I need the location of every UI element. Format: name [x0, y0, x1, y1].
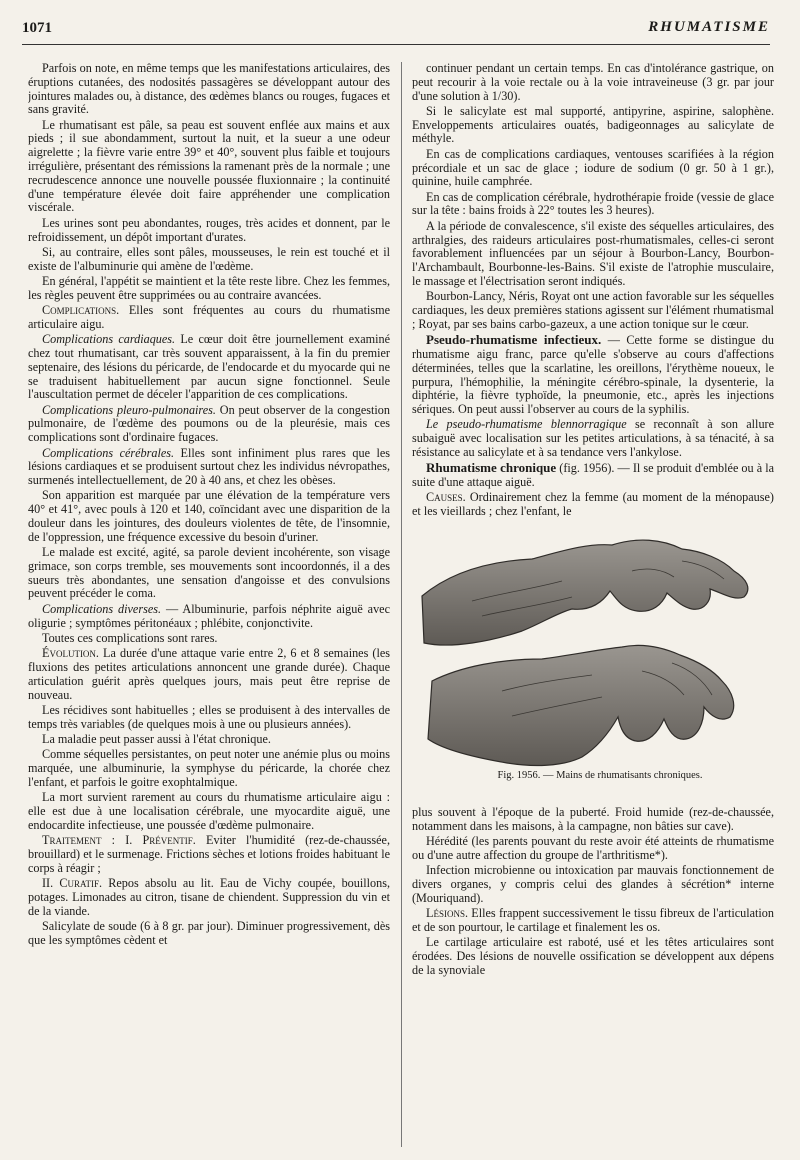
- paragraph-lead: Le pseudo-rhumatisme blennorragique: [426, 417, 627, 432]
- paragraph-text: Les urines sont peu abondantes, rouges, très acides et donnent, par le refroidissement, un dépôt important d'urates.: [28, 215, 390, 244]
- paragraph: [412, 835, 774, 863]
- paragraph: [28, 119, 390, 216]
- upper-hand: [422, 540, 748, 645]
- paragraph: [28, 632, 390, 646]
- paragraph-text: On peut observer de la congestion pulmonaire, de l'œdème des poumons ou de la pleurésie, mais ces complications sont d'ordinaire fugaces.: [28, 402, 390, 445]
- paragraph-text: — Albuminurie, parfois néphrite aiguë avec oligurie ; symptômes péritonéaux ; phlébite, conjonctivite.: [28, 601, 390, 630]
- paragraph-text: Toutes ces complications sont rares.: [42, 630, 218, 645]
- paragraph-text: continuer pendant un certain temps. En cas d'intolérance gastrique, on peut recourir à la voie rectale ou à la voie intraveineuse (3 gr. par jour d'une solution à 1/30).: [412, 62, 774, 103]
- running-title: RHUMATISME: [648, 19, 770, 35]
- paragraph-text: se reconnaît à son allure subaiguë avec localisation sur les petites articulations, à sa ténacité, à sa résistance au salicylate et à sa tendance vers l'ankylose.: [412, 417, 774, 460]
- paragraph-text: Elles frappent successivement le tissu fibreux de l'articulation et de son pourtour, le cartilage et finalement les os.: [412, 906, 774, 934]
- paragraph-text: Repos absolu au lit. Eau de Vichy coupée, bouillons, potages. Limonades au citron, tisane de chiendent. Suppression du vin et de la viande.: [28, 875, 390, 918]
- paragraph: [28, 275, 390, 303]
- paragraph: [28, 404, 390, 445]
- paragraph-text: La maladie peut passer aussi à l'état chronique.: [42, 731, 271, 746]
- paragraph: [28, 748, 390, 789]
- paragraph: [28, 834, 390, 875]
- paragraph-lead: Lésions.: [426, 906, 468, 921]
- paragraph: [28, 647, 390, 702]
- paragraph: [28, 920, 390, 948]
- paragraph: [28, 304, 390, 332]
- paragraph-text: En cas de complication cérébrale, hydrothérapie froide (vessie de glace sur la tête : bains froids à 22° toutes les 3 heures).: [412, 189, 774, 218]
- paragraph: [412, 806, 774, 834]
- paragraph: [412, 290, 774, 331]
- paragraph-lead: Complications pleuro-pulmonaires.: [42, 402, 216, 417]
- paragraph-text: Eviter l'humidité (rez-de-chaussée, brouillard) et le surmenage. Frictions sèches et lotions froides habituant le corps à réagir ;: [28, 833, 390, 875]
- paragraph-lead: II. Curatif.: [42, 875, 103, 890]
- paragraph: [28, 877, 390, 918]
- paragraph-lead: Complications diverses.: [42, 601, 162, 616]
- paragraph-text: plus souvent à l'époque de la puberté. Froid humide (rez-de-chaussée, notamment dans les maisons, à la campagne, non bâties sur cave).: [412, 805, 774, 833]
- left-column: [28, 62, 390, 1147]
- paragraph-text: Le cartilage articulaire est raboté, usé et les têtes articulaires sont érodées. Des lésions de nouvelle ossification se développent aux dépens de la synoviale: [412, 935, 774, 977]
- paragraph: [28, 217, 390, 245]
- lower-hand: [428, 645, 734, 765]
- figure-caption: Fig. 1956. — Mains de rhumatisants chroniques.: [497, 770, 703, 781]
- paragraph-text: Bourbon-Lancy, Néris, Royat ont une action favorable sur les séquelles cardiaques, les deux premières stations agissent sur l'élément rhumatismal ; Royat, par ses bains carbo-gazeux, a une action tonique sur le cœur.: [412, 289, 774, 331]
- paragraph-text: Elles sont infiniment plus rares que les lésions cardiaques et se produisent surtout chez les individus névropathes, surmenés intellectuellement, de 20 à 40 ans, et chez les obèses.: [28, 445, 390, 488]
- paragraph-text: Le rhumatisant est pâle, sa peau est souvent enflée aux mains et aux pieds ; il sue abondamment, surtout la nuit, et la sueur a une odeur aigrelette ; la fièvre varie entre 39° et 40°, souvent plus faible et toujours irrégulière, présentant des rémissions la ramenant près de la normale ; une recrudescence annonce une nouvelle poussée fluxionnaire ; la continuité d'une température élevée doit faire appréhender une complication viscérale.: [28, 117, 390, 215]
- paragraph-text: En cas de complications cardiaques, ventouses scarifiées à la région précordiale et un sac de glace ; iodure de sodium (0 gr. 50 à 1 gr.), quinine, huile camphrée.: [412, 146, 774, 189]
- paragraph: [28, 546, 390, 601]
- paragraph: [412, 491, 774, 519]
- paragraph-text: A la période de convalescence, s'il existe des séquelles articulaires, des arthralgies, des raideurs articulaires post-rhumatismales, celles-ci seront favorablement influencées par un séjour à Bourbon-Lancy, Bourbon-l'Archambault, Bourbonne-les-Bains. S'il existe de l'atrophie musculaire, le massage et l'électrisation seront indiqués.: [412, 218, 774, 288]
- paragraph: [28, 333, 390, 402]
- paragraph-text: La durée d'une attaque varie entre 2, 6 et 8 semaines (les fluxions des petites articulations annoncent une grande durée). Chaque articulation guérit après quelques jours, mais peut être reprise de nouveau.: [28, 646, 390, 702]
- paragraph-text: Comme séquelles persistantes, on peut noter une anémie plus ou moins marquée, une albuminurie, la symphyse du péricarde, la chorée chez l'enfant, et parfois le goitre exophtalmique.: [28, 747, 390, 789]
- paragraph: [412, 220, 774, 289]
- paragraph-lead: Évolution.: [42, 646, 99, 661]
- paragraph: [28, 603, 390, 631]
- paragraph-text: Le cœur doit être journellement examiné chez tout rhumatisant, car très souvent apparaissent, à la fin du premier septenaire, des lésions du péricarde, de l'endocarde et du myocarde qui ne se traduisent habituellement par aucun signe fonctionnel. Seule l'auscultation permet de déceler l'apparition de ces complications.: [28, 332, 390, 402]
- paragraph-text: Les récidives sont habituelles ; elles se produisent à des intervalles de temps très variables (de quelques mois à une ou plusieurs années).: [28, 702, 390, 731]
- paragraph-text: Le malade est excité, agité, sa parole devient incohérente, son visage grimace, son corps tremble, ses mouvements sont incoordonnés, il a des sueurs très abondantes, une sensation d'angoisse et des convulsions peuvent précéder le coma.: [28, 545, 390, 601]
- paragraph: [28, 246, 390, 274]
- hands-illustration: [412, 531, 774, 769]
- paragraph-text: Son apparition est marquée par une élévation de la température vers 40° et 41°, avec pouls à 120 et 140, coïncidant avec une disparition de la douleur dans les jointures, des douleurs violentes de tête, de l'insomnie, de l'oppression, une fréquence excessive du besoin d'uriner.: [28, 488, 390, 544]
- paragraph-lead: Pseudo-rhumatisme infectieux.: [426, 332, 602, 348]
- paragraph: [412, 333, 774, 417]
- paragraph: [412, 461, 774, 490]
- paragraph-lead: Rhumatisme chronique: [426, 460, 557, 476]
- paragraph-text: Si, au contraire, elles sont pâles, mousseuses, le rein est touché et il existe de l'albuminurie qui amène de l'œdème.: [28, 244, 390, 273]
- paragraph: [28, 791, 390, 832]
- column-divider: [401, 62, 402, 1147]
- right-column: [412, 62, 774, 1147]
- paragraph-text: Si le salicylate est mal supporté, antipyrine, aspirine, salophène. Enveloppements articulaires ouatés, badigeonnages au salicylate de méthyle.: [412, 103, 774, 146]
- paragraph: [412, 864, 774, 905]
- paragraph: [412, 907, 774, 935]
- paragraph-text: Ordinairement chez la femme (au moment de la ménopause) et les vieillards ; chez l'enfant, le: [412, 490, 774, 519]
- paragraph: [28, 704, 390, 732]
- figure-1956: [412, 531, 774, 796]
- paragraph: [412, 105, 774, 146]
- paragraph: [412, 191, 774, 219]
- paragraph-lead: Complications cardiaques.: [42, 332, 176, 347]
- paragraph-text: Hérédité (les parents pouvant du reste avoir été atteints de rhumatisme ou d'une autre affection du groupe de l'arthritisme*).: [412, 834, 774, 862]
- paragraph: [28, 733, 390, 747]
- paragraph-text: Elles sont fréquentes au cours du rhumatisme articulaire aigu.: [28, 303, 390, 331]
- page-header: [22, 18, 770, 45]
- paragraph-lead: Complications cérébrales.: [42, 445, 175, 460]
- paragraph: [28, 489, 390, 544]
- page-number: 1071: [22, 20, 52, 36]
- paragraph-text: La mort survient rarement au cours du rhumatisme articulaire aigu : elle est due à une localisation cérébrale, une myocardite aiguë, une endocardite infectieuse, une poussée d'œdème pulmonaire.: [28, 790, 390, 832]
- paragraph-text: En général, l'appétit se maintient et la tête reste libre. Chez les femmes, les règles peuvent être supprimées ou au contraire avancées.: [28, 273, 390, 302]
- paragraph: [412, 62, 774, 103]
- paragraph-text: (fig. 1956). — Il se produit d'emblée ou à la suite d'une attaque aiguë.: [412, 461, 774, 490]
- paragraph: [28, 62, 390, 117]
- paragraph-text: Parfois on note, en même temps que les manifestations articulaires, des éruptions cutanées, des nodosités passagères se développant autour des jointures malades ou, à distance, des œdèmes blancs ou rouges, fugaces et sans gravité.: [28, 62, 390, 117]
- paragraph-text: — Cette forme se distingue du rhumatisme aigu franc, parce qu'elle s'observe au cours d'affections déterminées, telles que la scarlatine, les oreillons, l'érythème noueux, le purpura, l'hémophilie, la méningite cérébro-spinale, la dysenterie, la diphtérie, la fièvre typhoïde, la pneumonie, etc., après les injections sériques. On peut aussi l'observer au cours de la syphilis.: [412, 333, 774, 417]
- paragraph: [412, 148, 774, 189]
- paragraph: [412, 936, 774, 977]
- paragraph: [28, 447, 390, 488]
- paragraph-text: Infection microbienne ou intoxication par mauvais fonctionnement de divers organes, y compris celui des glandes à sécrétion* interne (Mouriquand).: [412, 863, 774, 905]
- paragraph-lead: Complications.: [42, 303, 120, 318]
- paragraph-lead: Traitement : I. Préventif.: [42, 833, 196, 848]
- paragraph-lead: Causes.: [426, 490, 466, 505]
- paragraph: [412, 418, 774, 459]
- paragraph-text: Salicylate de soude (6 à 8 gr. par jour). Diminuer progressivement, dès que les symptômes cèdent et: [28, 918, 390, 947]
